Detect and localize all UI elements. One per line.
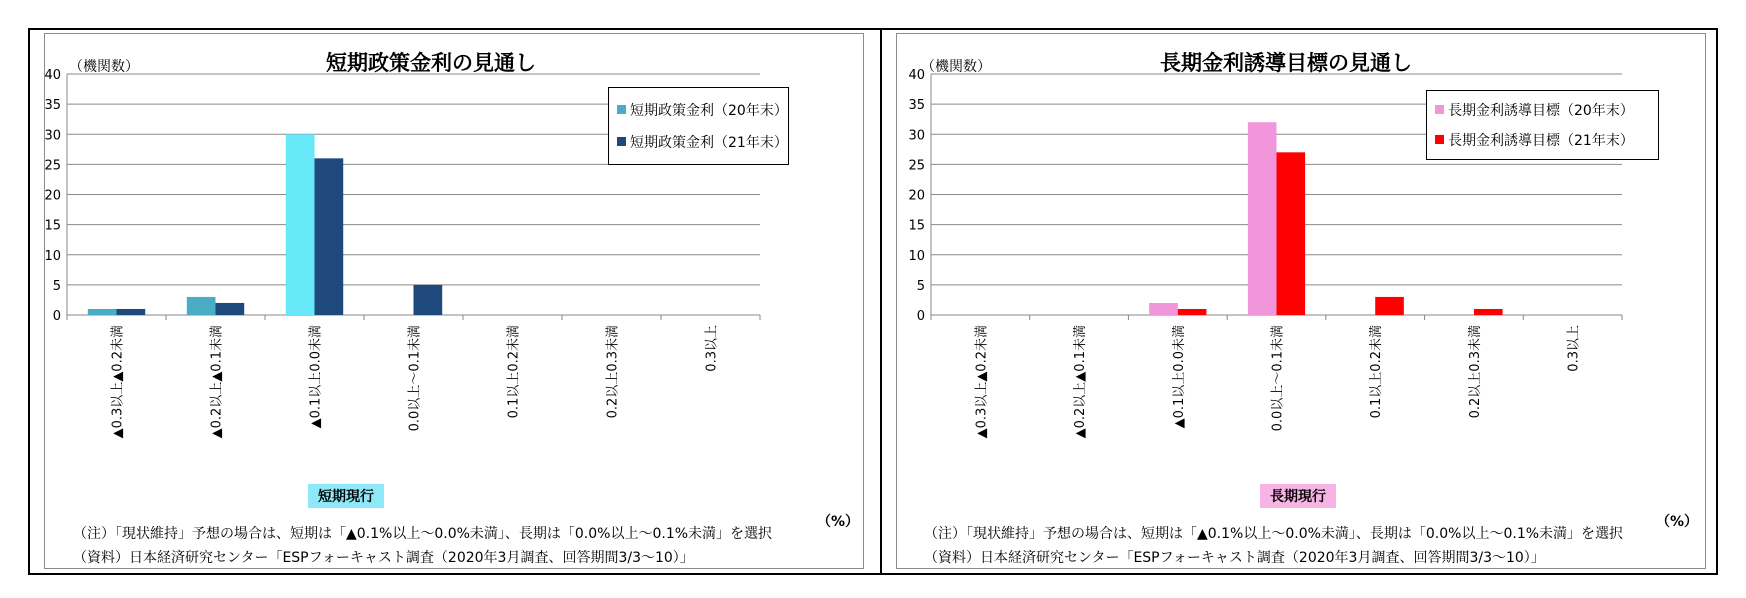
bar: [1375, 297, 1404, 315]
y-tick-label: 35: [44, 98, 61, 114]
footnote-note: （注）「現状維持」予想の場合は、短期は「▲0.1%以上～0.0%未満」、長期は「0.0%以上～0.1%未満」を選択: [924, 526, 1624, 542]
legend-item: [617, 132, 788, 152]
y-tick-label: 0: [916, 309, 925, 324]
y-axis-unit-label: （機関数）: [921, 59, 991, 75]
footnote-source: （資料）日本経済研究センター「ESPフォーキャスト調査（2020年3月調査、回答期間3/3～10）」: [73, 550, 694, 566]
legend-label: 長期金利誘導目標（20年末）: [1448, 103, 1634, 119]
x-tick-label: 0.0以上～0.1未満: [407, 325, 423, 432]
legend-swatch: [617, 105, 626, 114]
bar: [286, 134, 315, 315]
y-axis-unit-label: （機関数）: [69, 59, 139, 75]
x-tick-label: ▲0.1以上0.0未満: [1171, 325, 1187, 429]
y-tick-label: 30: [44, 128, 61, 144]
short-term-rate-panel: [44, 33, 864, 569]
y-tick-label: 15: [908, 218, 925, 234]
y-tick-label: 25: [44, 158, 61, 174]
bar: [414, 285, 443, 315]
y-tick-label: 20: [44, 188, 61, 204]
bar: [88, 309, 117, 315]
legend-item: [1435, 130, 1634, 150]
y-tick-label: 40: [908, 68, 925, 83]
x-tick-label: ▲0.1以上0.0未満: [308, 325, 324, 429]
current-policy-badge: 長期現行: [1260, 484, 1336, 508]
legend-item: [1435, 100, 1634, 120]
x-tick-label: 0.2以上0.3未満: [605, 325, 621, 419]
y-tick-label: 35: [908, 98, 925, 114]
x-tick-label: ▲0.3以上▲0.2未満: [110, 325, 126, 439]
y-tick-label: 30: [908, 128, 925, 144]
y-tick-label: 5: [52, 278, 61, 294]
x-tick-label: ▲0.2以上▲0.1未満: [1073, 325, 1089, 439]
y-tick-label: 15: [44, 218, 61, 234]
chart-title: 長期金利誘導目標の見通し: [1160, 51, 1412, 75]
footnote-source: （資料）日本経済研究センター「ESPフォーキャスト調査（2020年3月調査、回答期間3/3～10）」: [924, 550, 1545, 566]
bar: [216, 303, 245, 315]
bar: [1474, 309, 1503, 315]
y-tick-label: 25: [908, 158, 925, 174]
y-tick-label: 10: [908, 248, 925, 264]
legend-swatch: [1435, 105, 1444, 114]
x-tick-label: 0.1以上0.2未満: [506, 325, 522, 419]
legend-label: 短期政策金利（20年末）: [630, 103, 788, 119]
long-term-rate-panel: [896, 33, 1706, 569]
chart-legend: [608, 87, 789, 165]
y-tick-label: 40: [44, 68, 61, 83]
bar: [1248, 122, 1277, 315]
x-tick-label: ▲0.2以上▲0.1未満: [209, 325, 225, 439]
x-axis-unit-label: （%）: [817, 514, 860, 530]
chart-title: 短期政策金利の見通し: [326, 51, 536, 75]
y-tick-label: 0: [52, 309, 61, 324]
bar: [117, 309, 146, 315]
x-tick-label: 0.2以上0.3未満: [1467, 325, 1483, 419]
y-tick-label: 20: [908, 188, 925, 204]
bar: [1149, 303, 1178, 315]
x-tick-label: 0.3以上: [704, 325, 720, 372]
x-tick-label: ▲0.3以上▲0.2未満: [974, 325, 990, 439]
x-tick-label: 0.3以上: [1566, 325, 1582, 372]
x-axis-unit-label: （%）: [1656, 514, 1699, 530]
legend-swatch: [1435, 135, 1444, 144]
x-tick-label: 0.0以上～0.1未満: [1270, 325, 1286, 432]
bar: [315, 158, 344, 315]
bar: [187, 297, 216, 315]
bar: [1178, 309, 1207, 315]
y-tick-label: 10: [44, 248, 61, 264]
legend-swatch: [617, 137, 626, 146]
y-tick-label: 5: [916, 278, 925, 294]
chart-legend: [1426, 90, 1659, 160]
panel-divider: [880, 28, 882, 575]
legend-item: [617, 100, 788, 120]
legend-label: 長期金利誘導目標（21年末）: [1448, 133, 1634, 149]
x-tick-label: 0.1以上0.2未満: [1369, 325, 1385, 419]
bar: [1277, 152, 1306, 315]
current-policy-badge: 短期現行: [308, 484, 384, 508]
footnote-note: （注）「現状維持」予想の場合は、短期は「▲0.1%以上～0.0%未満」、長期は「0.0%以上～0.1%未満」を選択: [73, 526, 773, 542]
legend-label: 短期政策金利（21年末）: [630, 135, 788, 151]
